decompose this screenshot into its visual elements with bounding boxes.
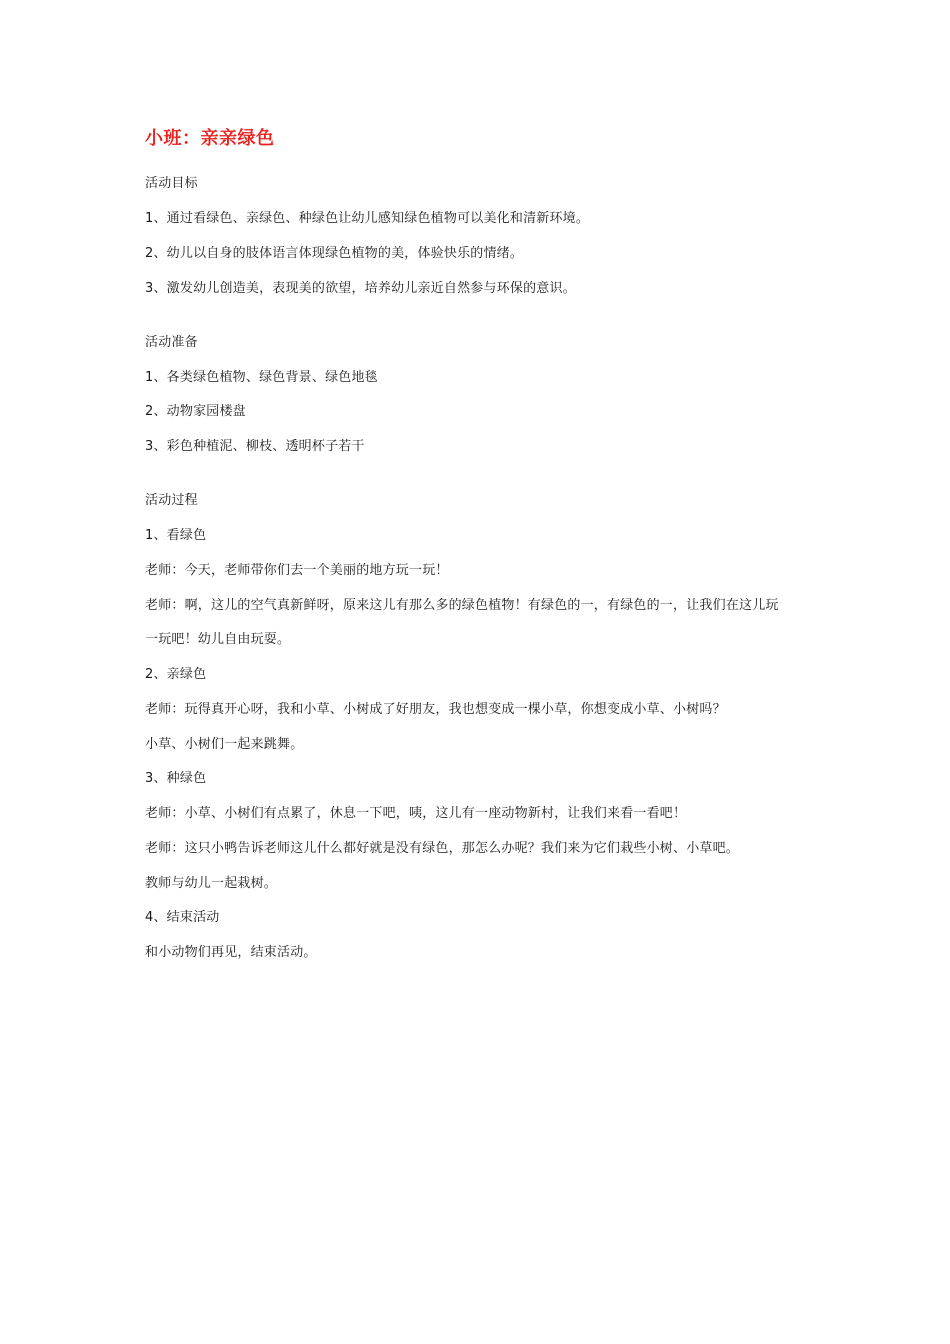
paragraph: 2、亲绿色 [145,667,207,682]
paragraph: 和小动物们再见，结束活动。 [145,945,317,960]
paragraph: 老师：玩得真开心呀，我和小草、小树成了好朋友，我也想变成一棵小草，你想变成小草、小树吗？ [145,702,726,717]
paragraph: 3、激发幼儿创造美，表现美的欲望，培养幼儿亲近自然参与环保的意识。 [145,281,576,296]
paragraph: 2、幼儿以自身的肢体语言体现绿色植物的美，体验快乐的情绪。 [145,246,524,261]
paragraph: 1、各类绿色植物、绿色背景、绿色地毯 [145,370,378,385]
paragraph: 老师：今天，老师带你们去一个美丽的地方玩一玩！ [145,563,449,578]
document-title: 小班：亲亲绿色 [145,128,275,149]
paragraph: 4、结束活动 [145,910,220,925]
paragraph: 2、动物家园楼盘 [145,404,246,419]
paragraph: 一玩吧！幼儿自由玩耍。 [145,632,291,647]
paragraph: 小草、小树们一起来跳舞。 [145,737,304,752]
paragraph: 1、看绿色 [145,528,207,543]
paragraph: 老师：啊，这儿的空气真新鲜呀，原来这儿有那么多的绿色植物！有绿色的一，有绿色的一，让我们在这儿玩 [145,598,779,613]
section-heading-goals: 活动目标 [145,176,198,191]
section-heading-preparation: 活动准备 [145,335,198,350]
paragraph: 老师：小草、小树们有点累了，休息一下吧，咦，这儿有一座动物新村，让我们来看一看吧！ [145,806,687,821]
paragraph: 3、彩色种植泥、柳枝、透明杯子若干 [145,439,365,454]
section-heading-process: 活动过程 [145,493,198,508]
paragraph: 老师：这只小鸭告诉老师这儿什么都好就是没有绿色，那怎么办呢？我们来为它们栽些小树、小草吧。 [145,841,740,856]
paragraph: 3、种绿色 [145,771,207,786]
paragraph: 1、通过看绿色、亲绿色、种绿色让幼儿感知绿色植物可以美化和清新环境。 [145,211,590,226]
paragraph: 教师与幼儿一起栽树。 [145,876,278,891]
